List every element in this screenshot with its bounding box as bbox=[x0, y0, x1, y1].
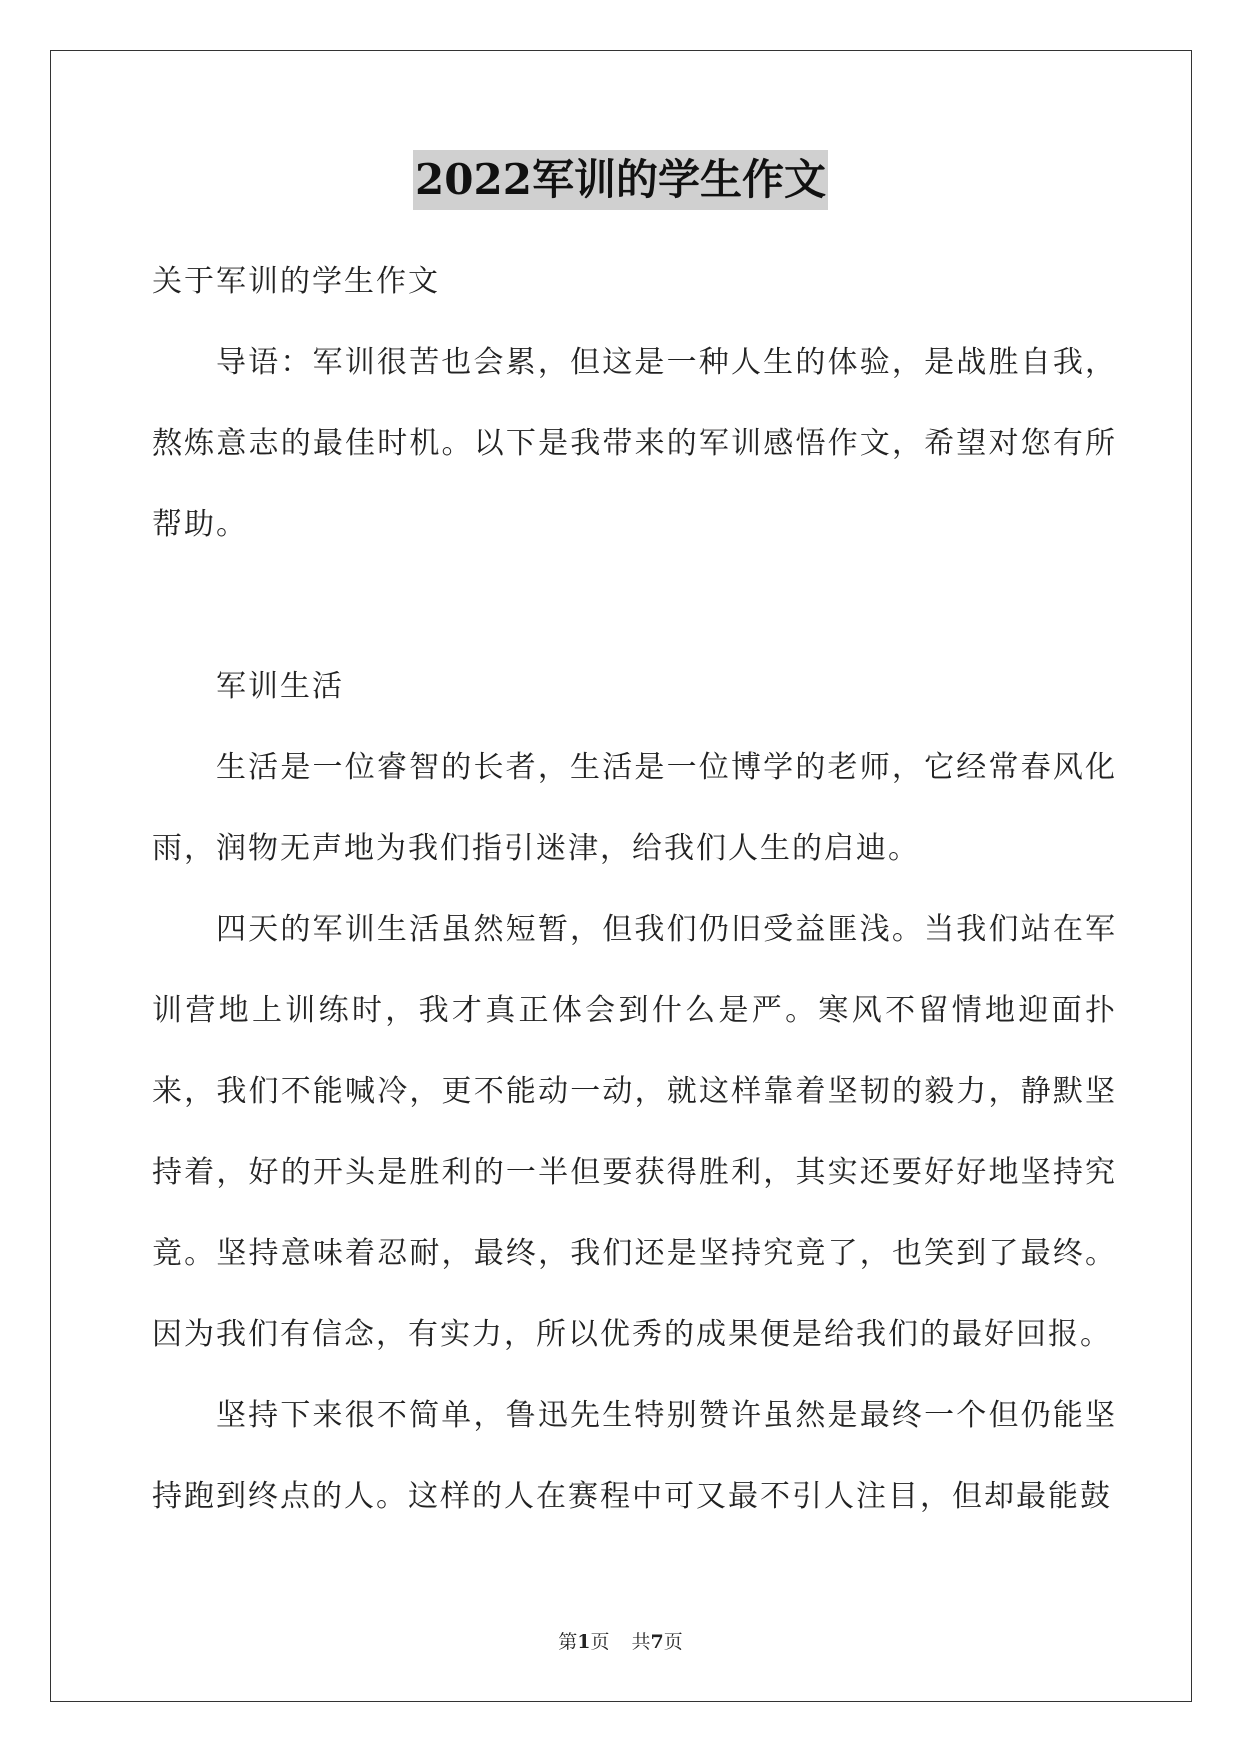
page-total: 7 bbox=[650, 1631, 664, 1653]
paragraph-3: 坚持下来很不简单，鲁迅先生特别赞许虽然是最终一个但仍能坚持跑到终点的人。这样的人在赛程中可又最不引人注目，但却最能鼓 bbox=[152, 1398, 1117, 1514]
page-prefix: 第 bbox=[558, 1631, 578, 1653]
paragraph-2: 四天的军训生活虽然短暂，但我们仍旧受益匪浅。当我们站在军训营地上训练时，我才真正体会到什么是严。寒风不留情地迎面扑来，我们不能喊冷，更不能动一动，就这样靠着坚韧的毅力，静默坚持着，好的开头是胜利的一半但要获得胜利，其实还要好好地坚持究竟。坚持意味着忍耐，最终，我们还是坚持究竟了，也笑到了最终。因为我们有信念，有实力，所以优秀的成果便是给我们的最好回报。 bbox=[152, 912, 1117, 1352]
page-footer bbox=[0, 1628, 1241, 1656]
subtitle: 关于军训的学生作文 bbox=[152, 264, 440, 299]
document-title: 2022军训的学生作文 bbox=[413, 150, 828, 210]
title-container bbox=[0, 150, 1241, 210]
section-heading: 军训生活 bbox=[216, 669, 344, 704]
paragraph-1: 生活是一位睿智的长者，生活是一位博学的老师，它经常春风化雨，润物无声地为我们指引迷津，给我们人生的启迪。 bbox=[152, 750, 1117, 866]
total-suffix: 页 bbox=[663, 1631, 683, 1653]
intro-paragraph: 导语：军训很苦也会累，但这是一种人生的体验，是战胜自我，熬炼意志的最佳时机。以下是我带来的军训感悟作文，希望对您有所帮助。 bbox=[152, 345, 1117, 542]
page-current: 1 bbox=[577, 1631, 591, 1653]
blank-line bbox=[152, 565, 1117, 646]
page-suffix: 页 bbox=[590, 1631, 610, 1653]
document-body bbox=[152, 241, 1117, 1537]
total-prefix: 共 bbox=[631, 1631, 651, 1653]
